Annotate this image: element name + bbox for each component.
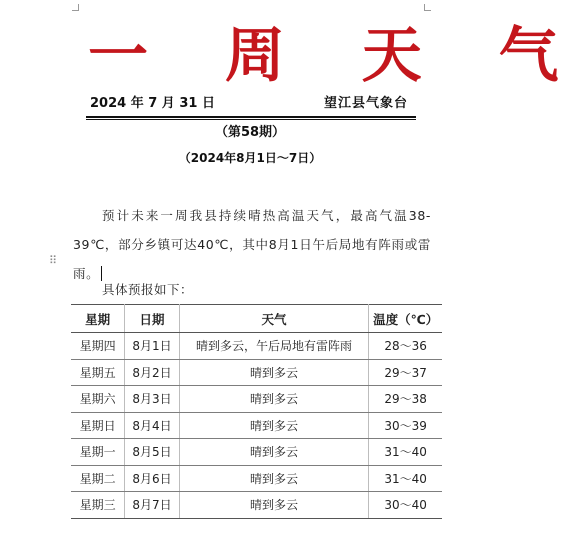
cell-weather: 晴到多云: [179, 386, 369, 413]
table-row: [71, 412, 442, 439]
cell-temperature: 30～39: [369, 412, 442, 439]
cell-weekday: 星期六: [71, 386, 125, 413]
table-intro: 具体预报如下：: [102, 282, 194, 297]
forecast-paragraph-text: 预计未来一周我县持续晴热高温天气，最高气温38-39℃，部分乡镇可达40℃，其中8月1日午后局地有阵雨或雷雨。: [73, 208, 431, 281]
cell-weekday: 星期三: [71, 492, 125, 519]
cell-date: 8月5日: [125, 439, 179, 466]
cell-temperature: 29～38: [369, 386, 442, 413]
page-corner-mark-right: [424, 4, 431, 11]
cell-temperature: 28～36: [369, 333, 442, 360]
table-row: [71, 333, 442, 360]
drag-handle-icon[interactable]: ⠿: [49, 254, 58, 267]
forecast-paragraph[interactable]: [73, 201, 431, 288]
cell-temperature: 31～40: [369, 465, 442, 492]
cell-weekday: 星期二: [71, 465, 125, 492]
cell-weather: 晴到多云: [179, 465, 369, 492]
header-rule-thick: [86, 116, 416, 118]
table-row: [71, 359, 442, 386]
cell-weekday: 星期四: [71, 333, 125, 360]
cell-weather: 晴到多云: [179, 492, 369, 519]
cell-date: 8月7日: [125, 492, 179, 519]
header-temperature: 温度（℃）: [369, 305, 442, 333]
header-rule-thin: [86, 119, 416, 120]
cell-weather: 晴到多云: [179, 359, 369, 386]
cell-date: 8月4日: [125, 412, 179, 439]
cell-weekday: 星期一: [71, 439, 125, 466]
forecast-period: （2024年8月1日～7日）: [178, 151, 322, 165]
table-row: [71, 465, 442, 492]
table-row: [71, 386, 442, 413]
cell-weather: 晴到多云: [179, 439, 369, 466]
cell-weather: 晴到多云，午后局地有雷阵雨: [179, 333, 369, 360]
forecast-table: [71, 304, 442, 519]
page-corner-mark-left: [72, 4, 79, 11]
text-cursor: [101, 266, 102, 281]
header-weekday: 星期: [71, 305, 125, 333]
issue-number: （第58期）: [214, 125, 286, 140]
cell-temperature: 31～40: [369, 439, 442, 466]
cell-weather: 晴到多云: [179, 412, 369, 439]
cell-date: 8月6日: [125, 465, 179, 492]
cell-date: 8月1日: [125, 333, 179, 360]
cell-temperature: 30～40: [369, 492, 442, 519]
bulletin-title: 一 周 天 气: [88, 21, 587, 91]
cell-date: 8月2日: [125, 359, 179, 386]
cell-weekday: 星期日: [71, 412, 125, 439]
cell-temperature: 29～37: [369, 359, 442, 386]
issue-date: 2024 年 7 月 31 日: [90, 96, 215, 111]
table-row: [71, 492, 442, 519]
header-date: 日期: [125, 305, 179, 333]
issuing-bureau: 望江县气象台: [323, 96, 408, 111]
header-weather: 天气: [179, 305, 369, 333]
table-row: [71, 439, 442, 466]
cell-weekday: 星期五: [71, 359, 125, 386]
cell-date: 8月3日: [125, 386, 179, 413]
table-header-row: [71, 305, 442, 333]
